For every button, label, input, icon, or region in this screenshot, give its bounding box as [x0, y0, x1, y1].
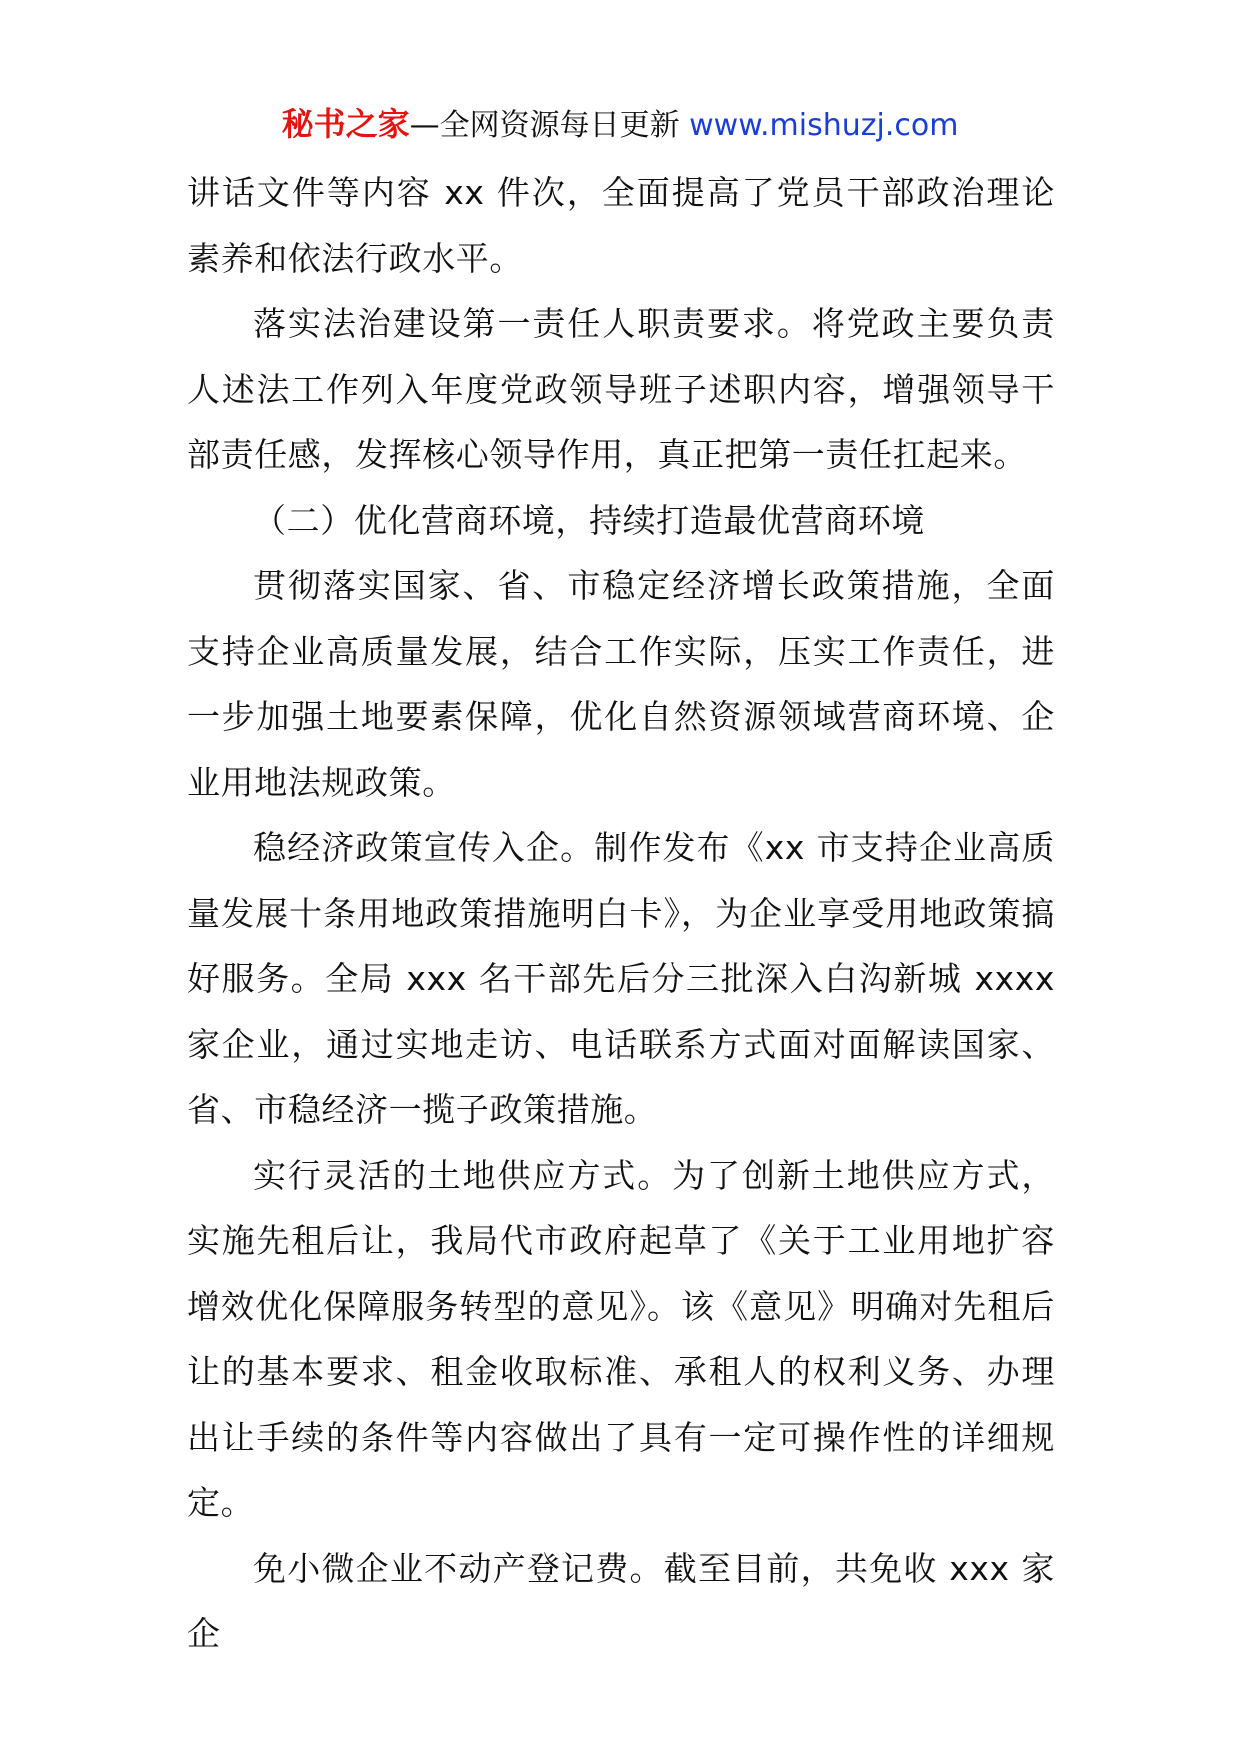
paragraph-fee-exemption: 免小微企业不动产登记费。截至目前，共免收 xxx 家企: [187, 1548, 1055, 1653]
document-body: [187, 160, 1055, 1667]
paragraph-legal-responsibility: 落实法治建设第一责任人职责要求。将党政主要负责人述法工作列入年度党政领导班子述职内容，增强领导干部责任感，发挥核心领导作用，真正把第一责任扛起来。: [187, 304, 1055, 474]
page-header: [0, 100, 1240, 150]
paragraph-policy-implementation: 贯彻落实国家、省、市稳定经济增长政策措施，全面支持企业高质量发展，结合工作实际，压实工作责任，进一步加强土地要素保障，优化自然资源领域营商环境、企业用地法规政策。: [187, 566, 1055, 802]
site-url[interactable]: www.mishuzj.com: [689, 108, 959, 143]
paragraph-policy-promotion: 稳经济政策宣传入企。制作发布《xx 市支持企业高质量发展十条用地政策措施明白卡》，为企业享受用地政策搞好服务。全局 xxx 名干部先后分三批深入白沟新城 xxxx 家企业，通过实地走访、电话联系方式面对面解读国家、省、市稳经济一揽子政策措施。: [187, 828, 1055, 1129]
section-heading: （二）优化营商环境，持续打造最优营商环境: [253, 500, 925, 540]
header-tagline: —全网资源每日更新: [409, 108, 680, 143]
paragraph-land-supply: 实行灵活的土地供应方式。为了创新土地供应方式，实施先租后让，我局代市政府起草了《关于工业用地扩容增效优化保障服务转型的意见》。该《意见》明确对先租后让的基本要求、租金收取标准、承租人的权利义务、办理出让手续的条件等内容做出了具有一定可操作性的详细规定。: [187, 1155, 1055, 1522]
brand-name: 秘书之家: [281, 105, 410, 143]
paragraph-continuation: 讲话文件等内容 xx 件次，全面提高了党员干部政治理论素养和依法行政水平。: [187, 173, 1055, 278]
